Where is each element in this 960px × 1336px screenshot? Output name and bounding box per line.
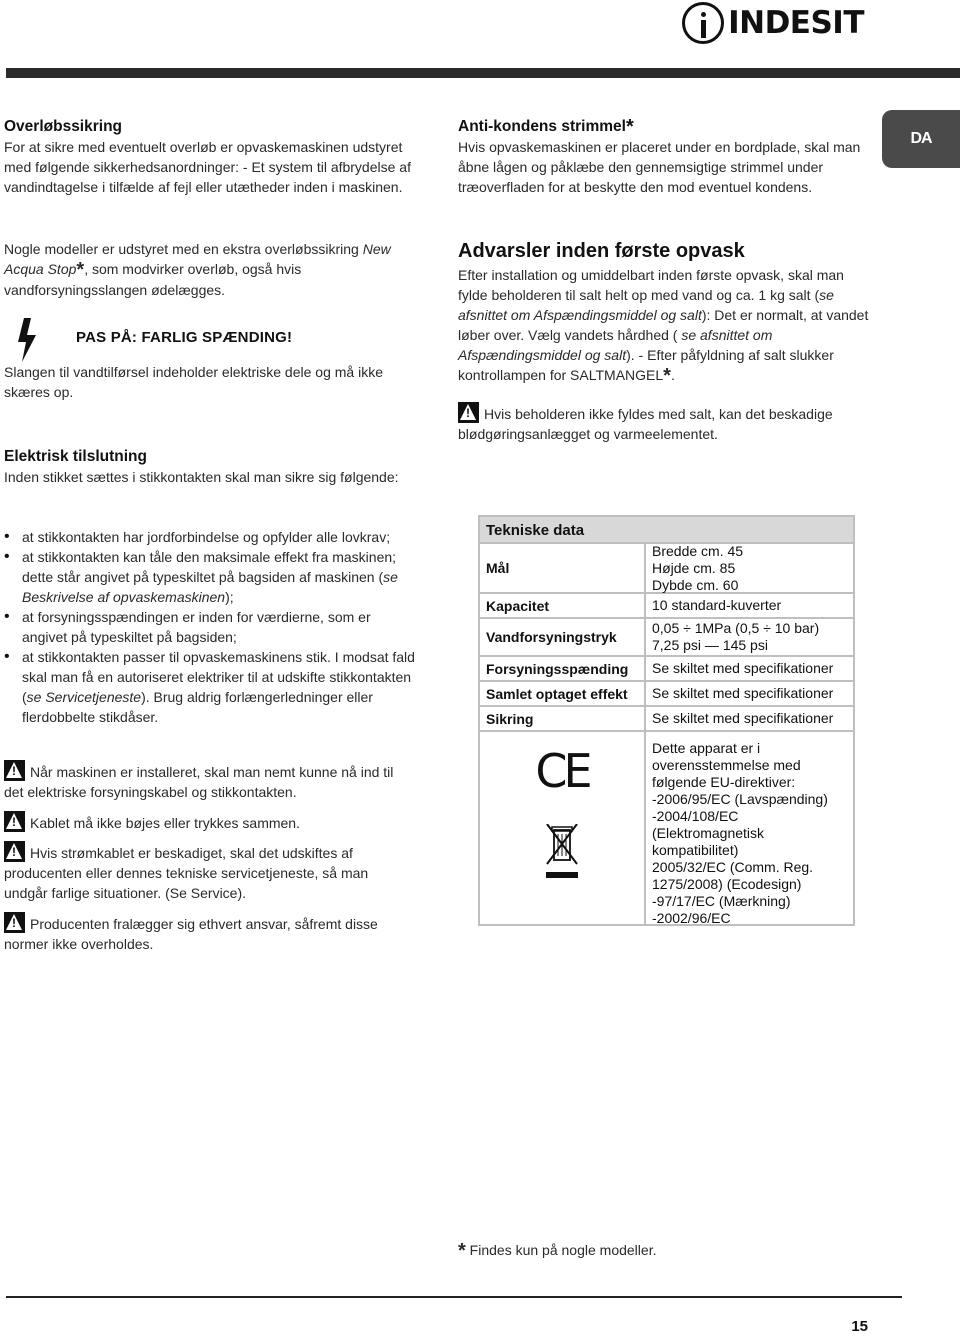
overflow-p2-text-end: , som modvirker overløb, også hvis vandforsyningsslangen ødelægges. [4,261,302,298]
cert-line: -2002/96/EC [652,910,731,926]
danger-text: Slangen til vandtilførsel indeholder elektriske dele og må ikke skæres op. [4,364,383,400]
anticond-text: Hvis opvaskemaskinen er placeret under en bordplade, skal man åbne lågen og påklæbe den gennemsigtige strimmel under træoverfladen for at beskytte den mod eventuel kondens. [458,139,861,195]
row-value [646,619,853,655]
warning-icon [4,811,25,832]
list-item-reference: se Beskrivelse af opvaskemaskinen [22,569,398,605]
list-item [4,647,416,727]
list-item-reference: se Servicetjeneste [26,689,142,705]
asterisk: * [76,259,85,281]
asterisk: * [625,116,634,138]
warning-text: Producenten fralægger sig ethvert ansvar, såfremt disse normer ikke overholdes. [4,916,378,952]
table-row [480,682,853,707]
row-label: Vandforsyningstryk [480,619,646,655]
cert-line: 2005/32/EC (Comm. Reg. [652,859,814,875]
table-row [480,544,853,594]
language-tab: DA [882,110,960,168]
row-label: Forsyningsspænding [480,657,646,680]
list-item-text-end: ); [225,589,234,605]
electric-intro: Inden stikket sættes i stikkontakten skal man sikre sig følgende: [4,469,399,485]
table-row [480,657,853,682]
acqua-stop-name: New Acqua Stop [4,241,391,277]
asterisk: * [663,365,671,387]
list-item-text: at stikkontakten passer til opvaskemaskinens stik. I modsat fald skal man få en autoriseret elektriker til at udskifte stikkontakten ( [22,649,415,705]
row-label: Samlet optaget effekt [480,682,646,705]
first-wash-text-2: ): Det er normalt, at vandet løber over. Vælg vandets hårdhed ( [458,307,869,343]
row-value: Se skiltet med specifikationer [652,660,834,676]
row-label: Kapacitet [480,594,646,617]
warning-4 [4,912,414,954]
cert-line: følgende EU-direktiver: [652,774,796,790]
overflow-p2-text: Nogle modeller er udstyret med en ekstra overløbssikring [4,241,363,257]
danger-title: PAS PÅ: FARLIG SPÆNDING! [76,329,293,346]
overflow-title: Overløbssikring [4,118,123,135]
salt-section-reference: se afsnittet om Afspændingsmiddel og salt [458,287,834,323]
electric-section [4,447,414,487]
cert-text [646,732,853,924]
pressure-psi: 7,25 psi — 145 psi [652,637,768,653]
weee-bin-icon [545,824,579,880]
first-wash-text-3: ). - Efter påfyldning af salt slukker kontrollampen for SALTMANGEL [458,347,834,383]
anticond-title-text: Anti-kondens strimmel [458,118,626,135]
cert-line: 1275/2008) (Ecodesign) [652,876,802,892]
brand-name: INDESIT [728,5,864,41]
footnote [458,1240,656,1263]
cert-line: -97/17/EC (Mærkning) [652,893,791,909]
warning-text: Når maskinen er installeret, skal man nemt kunne nå ind til det elektriske forsyningskabel og stikkontakten. [4,764,394,800]
overflow-section [4,117,414,197]
warning-icon [458,402,479,423]
cert-line: kompatibilitet) [652,842,739,858]
warning-1 [4,760,414,802]
row-label: Mål [480,544,646,592]
overflow-paragraph-1: For at sikre med eventuelt overløb er opvaskemaskinen udstyret med følgende sikkerhedsanordninger: - Et system til afbrydelse af vandindtagelse i tilfælde af fejl eller utætheder inden i maskinen. [4,139,411,195]
first-wash-title: Advarsler inden første opvask [458,240,745,262]
row-value: 10 standard-kuverter [652,597,782,613]
cert-marks [480,732,646,924]
brand-i-icon [682,2,724,44]
height-value: Højde cm. 85 [652,559,736,576]
first-wash-text [458,265,870,386]
tech-data-title: Tekniske data [480,517,853,544]
warning-icon [4,912,25,933]
tech-data-table [478,515,855,926]
footnote-text: Findes kun på nogle modeller. [465,1242,657,1258]
cert-line: Dette apparat er i [652,740,761,756]
electric-checklist [4,527,416,727]
first-wash-section [458,239,870,386]
cert-line: -2006/95/EC (Lavspænding) [652,791,828,807]
warning-text: Hvis strømkablet er beskadiget, skal det udskiftes af producenten eller dennes tekniske servicetjeneste, så man undgår farlige situationer. (Se Service). [4,845,369,901]
warning-icon [4,841,25,862]
table-row [480,707,853,732]
list-item: • at stikkontakten har jordforbindelse og opfylder alle lovkrav; [4,527,416,547]
row-value: Se skiltet med specifikationer [652,710,834,726]
first-wash-text-1: Efter installation og umiddelbart inden første opvask, skal man fylde beholderen til salt helt op med vand og ca. 1 kg salt ( [458,267,844,303]
list-item-text-end: ). Brug aldrig forlængerledninger eller flerdobbelte stikdåser. [22,689,373,725]
cert-line: -2004/108/EC [652,808,739,824]
row-label: Sikring [480,707,646,730]
page-number: 15 [851,1318,868,1335]
depth-value: Dybde cm. 60 [652,576,739,593]
warning-3 [4,841,414,903]
list-item-text: at stikkontakten kan tåle den maksimale effekt fra maskinen; dette står angivet på typeskiltet på bagsiden af maskinen ( [22,549,397,585]
cert-line: (Elektromagnetisk [652,825,765,841]
list-item: • at forsyningsspændingen er inden for værdierne, som er angivet på typeskiltet på bagsiden; [4,607,416,647]
table-row [480,619,853,657]
brand-logo [682,2,864,44]
salt-section-reference: se afsnittet om Afspændingsmiddel og salt [458,327,773,363]
header-rule [6,68,960,78]
electric-title: Elektrisk tilslutning [4,448,147,465]
warning-text: Kablet må ikke bøjes eller trykkes sammen. [30,815,300,831]
asterisk: * [458,1240,466,1262]
first-wash-text-end: . [670,367,675,383]
cert-line: overensstemmelse med [652,757,801,773]
salt-warning [458,402,870,444]
lightning-bolt-icon [16,318,42,362]
anticond-title [458,117,870,137]
row-value [646,544,853,592]
pressure-mpa: 0,05 ÷ 1MPa (0,5 ÷ 10 bar) [652,620,820,636]
table-row [480,594,853,619]
warning-icon [4,760,25,781]
row-value: Se skiltet med specifikationer [652,685,834,701]
overflow-paragraph-2 [4,239,414,300]
footer-rule [6,1296,902,1298]
anticond-section [458,117,870,197]
warning-2 [4,811,414,833]
warning-text: Hvis beholderen ikke fyldes med salt, kan det beskadige blødgøringsanlægget og varmeelementet. [458,406,833,442]
width-value: Bredde cm. 45 [652,542,744,559]
table-row [480,732,853,924]
list-item [4,547,416,607]
ce-mark-icon: CE [535,744,589,798]
